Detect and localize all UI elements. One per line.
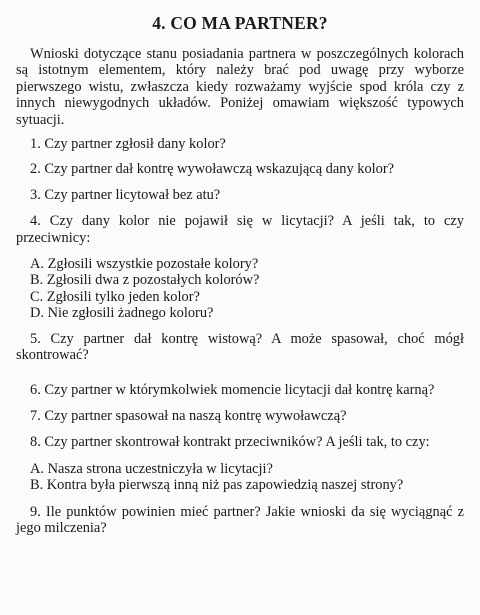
question-3: 3. Czy partner licytował bez atu? [30, 186, 221, 203]
question-8-option-b: B. Kontra była pierwszą inną niż pas zapowiedzią naszej strony? [30, 477, 404, 494]
question-7: 7. Czy partner spasował na naszą kontrę wywoławczą? [30, 407, 347, 424]
question-4-option-c: C. Zgłosili tylko jeden kolor? [30, 288, 200, 305]
question-9: 9. Ile punktów powinien mieć partner? Jakie wnioski da się wyciągnąć z jego milczenia? [16, 503, 464, 536]
question-8-option-a: A. Nasza strona uczestniczyła w licytacji? [30, 460, 273, 477]
question-4-option-b: B. Zgłosili dwa z pozostałych kolorów? [30, 272, 260, 289]
question-5: 5. Czy partner dał kontrę wistową? A może spasował, choć mógł skontrować? [16, 330, 464, 364]
question-1: 1. Czy partner zgłosił dany kolor? [30, 136, 226, 153]
question-4-options [16, 256, 464, 322]
question-8-options [16, 461, 464, 494]
question-4-option-a: A. Zgłosili wszystkie pozostałe kolory? [30, 256, 259, 273]
question-8: 8. Czy partner skontrował kontrakt przeciwników? A jeśli tak, to czy: [30, 434, 430, 451]
intro-paragraph: Wnioski dotyczące stanu posiadania partnera w poszczególnych kolorach są istotnym elementem, który należy brać pod uwagę przy wyborze pierwszego wistu, zwłaszcza kiedy rozważamy wyjście spod króla czy z innych niewygodnych układów. Poniżej omawiam większość typowych sytuacji. [16, 46, 464, 128]
question-6: 6. Czy partner w którymkolwiek momencie licytacji dał kontrę karną? [30, 381, 435, 398]
question-2: 2. Czy partner dał kontrę wywoławczą wskazującą dany kolor? [30, 161, 395, 178]
question-4-option-d: D. Nie zgłosili żadnego koloru? [30, 305, 214, 322]
section-heading: 4. CO MA PARTNER? [152, 13, 328, 33]
question-4: 4. Czy dany kolor nie pojawił się w licytacji? A jeśli tak, to czy przeciwnicy: [16, 213, 464, 246]
